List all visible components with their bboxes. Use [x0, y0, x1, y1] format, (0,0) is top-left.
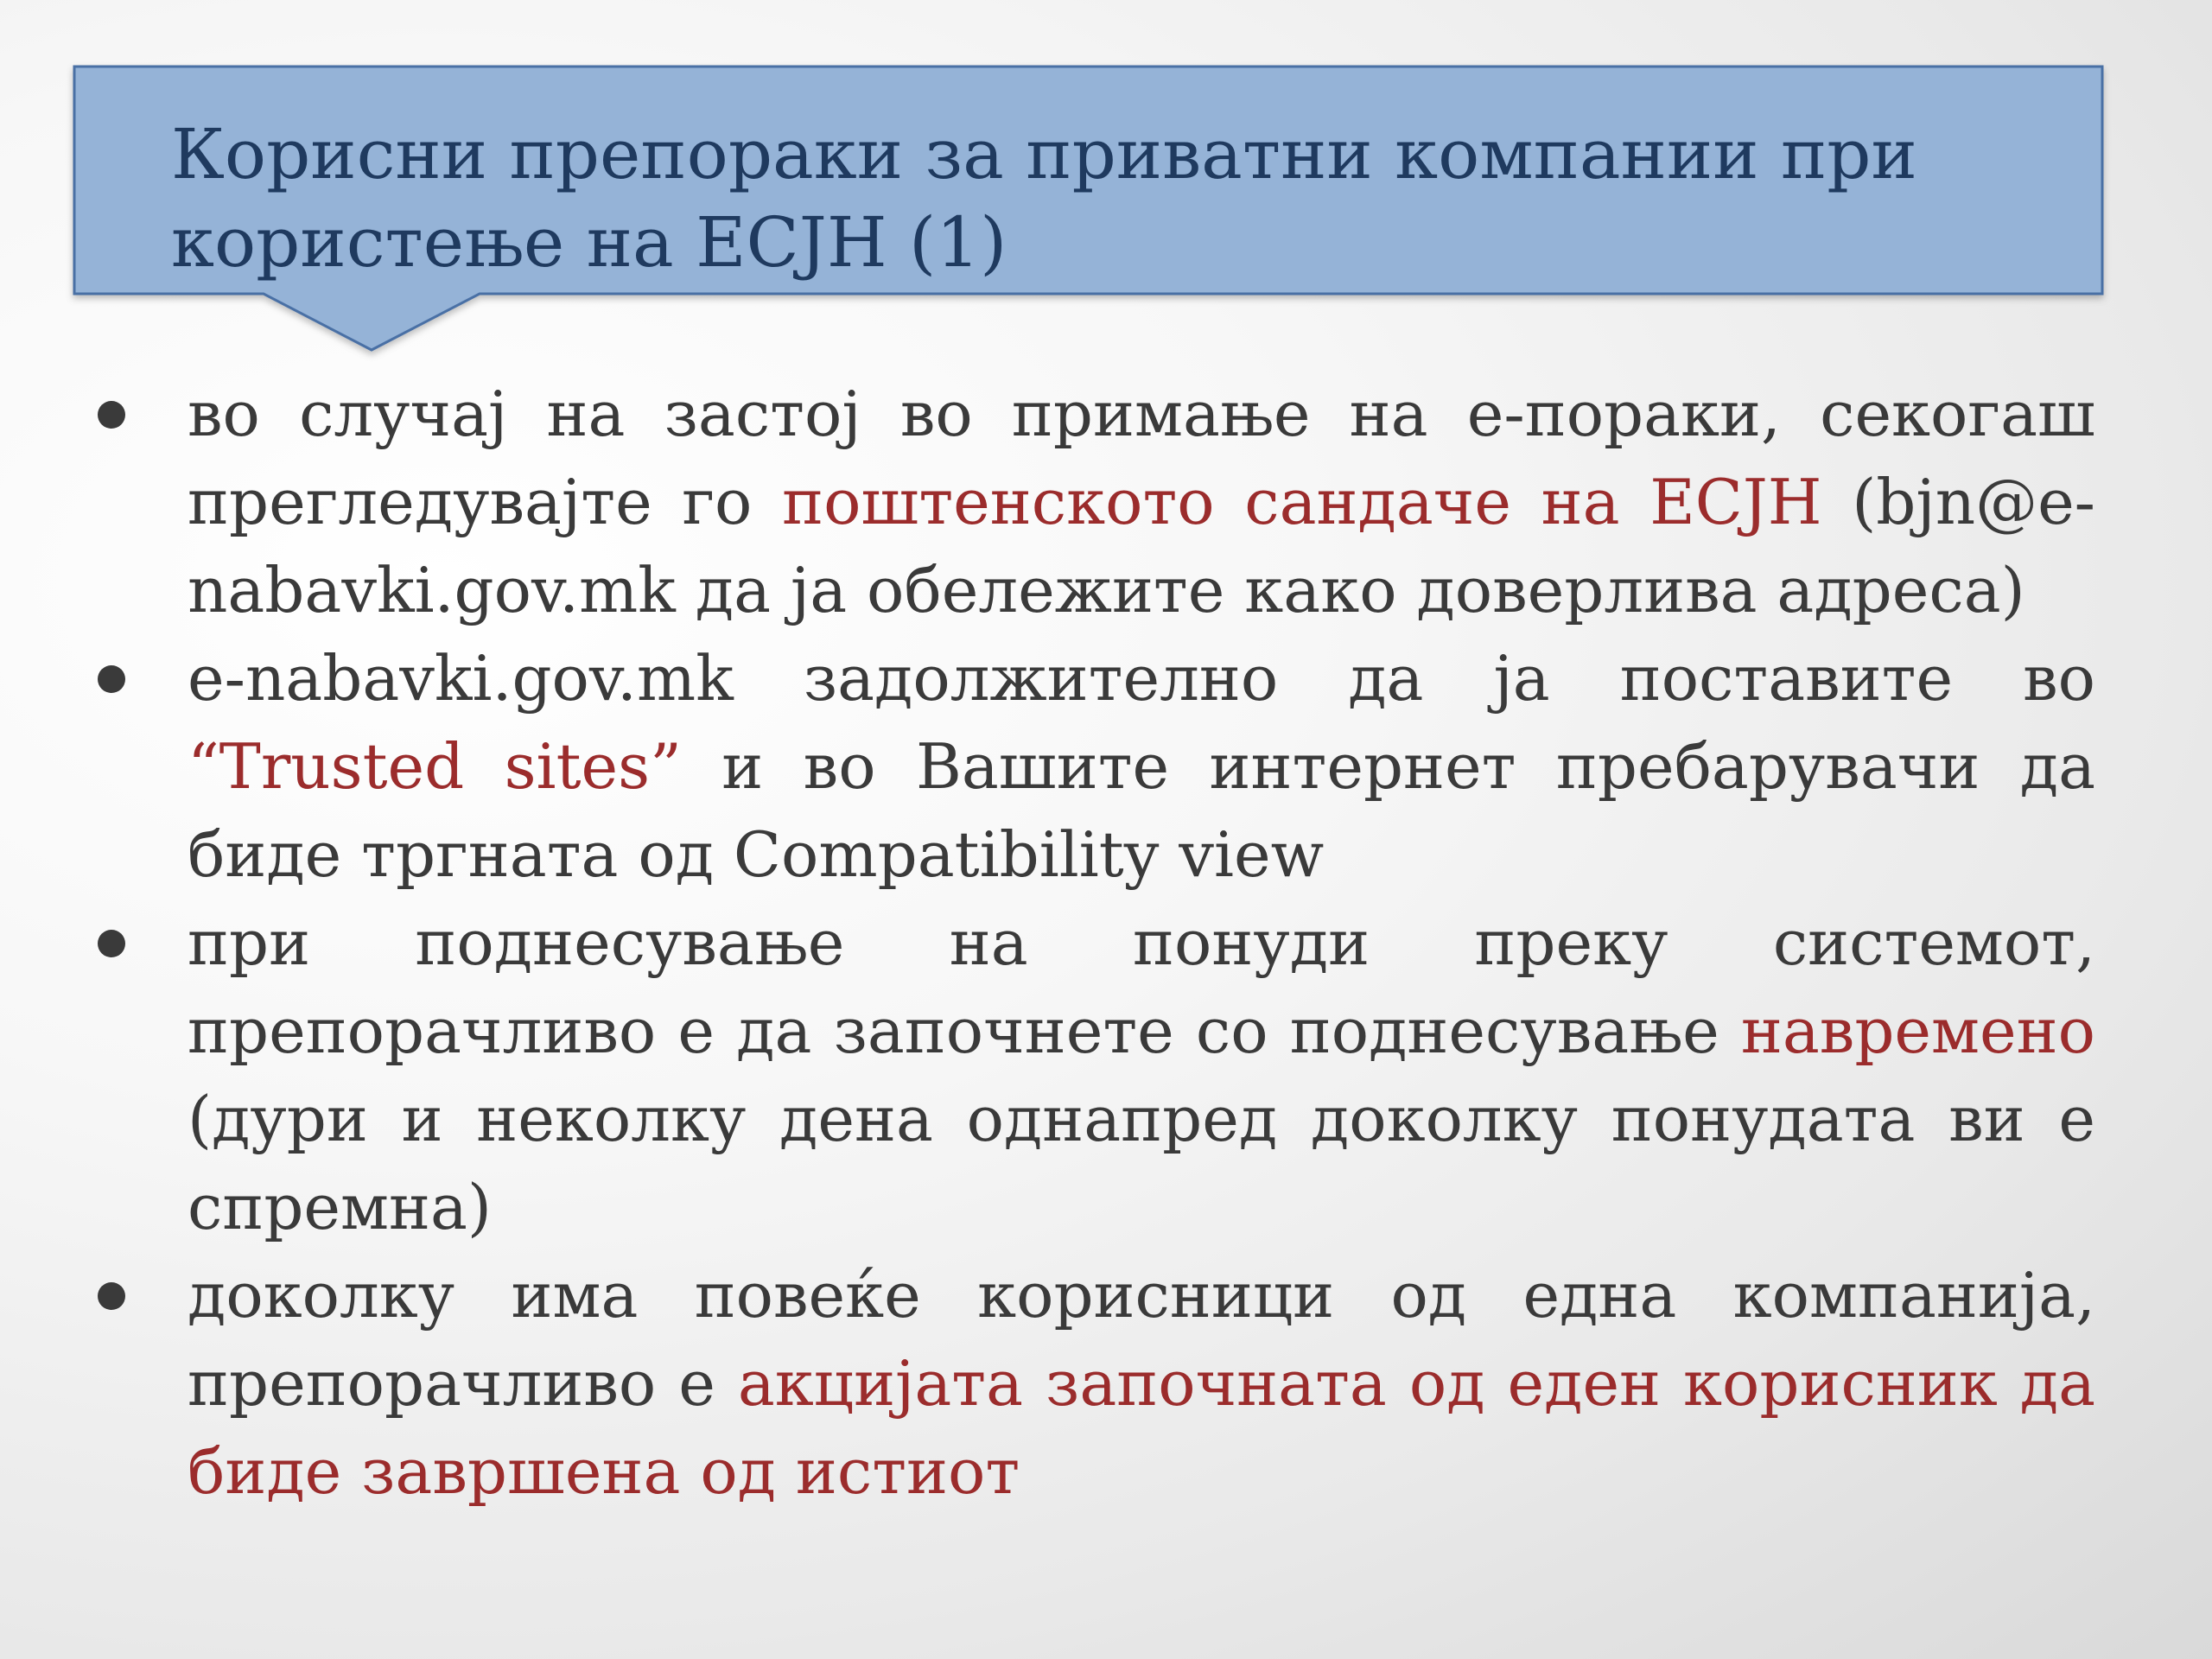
- bullet-dot-icon: [98, 401, 125, 429]
- bullet-text: при поднесување на понуди преку системот, препорачливо е да започнете со поднесување: [188, 906, 2095, 1067]
- bullet-dot-icon: [98, 1282, 125, 1310]
- bullet-text: доколку има повеќе корисници од една компанија, препорачливо е: [188, 1259, 2095, 1420]
- bullet-highlight: акцијата започната од еден корисник да биде завршена од истиот: [188, 1347, 2095, 1508]
- bullet-item-trusted-sites: [91, 634, 2095, 899]
- bullet-item-mailbox: [91, 370, 2095, 634]
- bullet-item-multiple-users: [91, 1251, 2095, 1516]
- slide-title-line-1: Корисни препораки за приватни компании при: [171, 114, 1917, 194]
- bullet-text: (bjn@e-nabavki.gov.mk да ја обележите како доверлива адреса): [188, 466, 2096, 626]
- bullet-text: e-nabavki.gov.mk задолжително да ја поставите во: [188, 642, 2095, 715]
- bullet-list: [91, 370, 2095, 1516]
- bullet-text: и во Вашите интернет пребарувачи да биде тргната од Compatibility view: [188, 730, 2095, 891]
- bullet-highlight: поштенското сандаче на ЕСЈН: [782, 466, 1822, 538]
- bullet-text: (дури и неколку дена однапред доколку понудата ви е спремна): [188, 1083, 2095, 1243]
- bullet-text: во случај на застој во примање на е-пораки, секогаш прегледувајте го: [188, 378, 2095, 538]
- bullet-highlight: “Trusted sites”: [188, 730, 682, 803]
- bullet-dot-icon: [98, 665, 125, 693]
- bullet-item-submit-early: [91, 899, 2095, 1251]
- bullet-dot-icon: [98, 930, 125, 957]
- bullet-highlight: навремено: [1740, 995, 2095, 1067]
- slide-title: [171, 111, 2037, 287]
- slide-title-line-2: користење на ЕСЈН (1): [171, 202, 1007, 283]
